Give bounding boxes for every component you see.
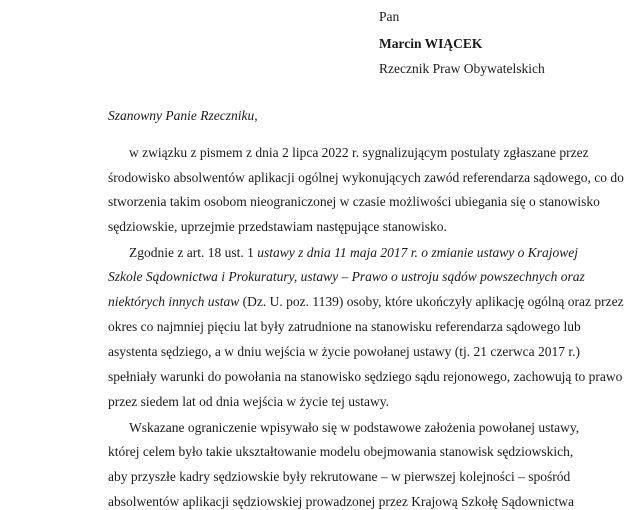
- paragraph-2-line-1: [129, 245, 578, 261]
- paragraph-3-line-1: Wskazane ograniczenie wpisywało się w podstawowe założenia powołanej ustawy,: [129, 420, 580, 435]
- paragraph-2-act-title-start: ustawy z dnia 11 maja 2017 r. o zmianie ustawy o Krajowej: [257, 245, 578, 260]
- paragraph-3-line-2: której celem było takie ukształtowanie modelu obejmowania stanowisk sędziowskich,: [108, 444, 574, 459]
- paragraph-2-act-title-end: niektórych innych ustaw: [108, 294, 240, 309]
- paragraph-2-line-1-start: Zgodnie z art. 18 ust. 1: [129, 245, 258, 260]
- paragraph-2-line-6: spełniały warunki do powołania na stanowisko sędziego sądu rejonowego, zachowują to prawo: [108, 369, 623, 384]
- paragraph-1-line-2: środowisko absolwentów aplikacji ogólnej wykonujących zawód referendarza sądowego, co do: [108, 170, 624, 185]
- addressee-name: Marcin WIĄCEK: [379, 36, 483, 51]
- paragraph-1-line-3: stworzenia takim osobom nieograniczonej w czasie możliwości ubiegania się o stanowisko: [108, 194, 600, 209]
- paragraph-2-line-7: przez siedem lat od dnia wejścia w życie tej ustawy.: [108, 394, 390, 409]
- paragraph-2-line-4: okres co najmniej pięciu lat były zatrudnione na stanowisku referendarza sądowego lub: [108, 319, 581, 334]
- paragraph-2-line-3: [108, 294, 624, 310]
- paragraph-3-line-4: absolwentów aplikacji sędziowskiej prowadzonej przez Krajową Szkołę Sądownictwa: [108, 494, 574, 509]
- paragraph-1-line-4: sędziowskie, uprzejmie przedstawiam następujące stanowisko.: [108, 219, 447, 234]
- paragraph-2-line-2: Szkole Sądownictwa i Prokuratury, ustawy – Prawo o ustroju sądów powszechnych oraz: [108, 269, 585, 284]
- addressee-title: Pan: [379, 9, 400, 24]
- paragraph-2-line-5: asystenta sędziego, a w dniu wejścia w życie powołanej ustawy (tj. 21 czerwca 2017 r.): [108, 344, 580, 359]
- addressee-position: Rzecznik Praw Obywatelskich: [379, 61, 545, 76]
- paragraph-2-line-3-rest: (Dz. U. poz. 1139) osoby, które ukończyły aplikację ogólną oraz przez: [239, 294, 624, 309]
- paragraph-3-line-3: aby przyszłe kadry sędziowskie były rekrutowane – w pierwszej kolejności – spośród: [108, 469, 571, 484]
- paragraph-1-line-1: w związku z pismem z dnia 2 lipca 2022 r. sygnalizującym postulaty zgłaszane przez: [129, 145, 589, 160]
- salutation: Szanowny Panie Rzeczniku,: [108, 108, 258, 123]
